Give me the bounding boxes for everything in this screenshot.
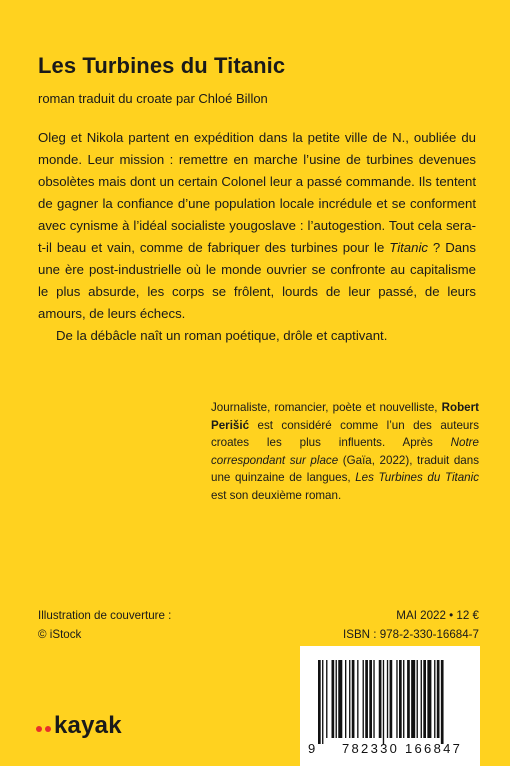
bio-intro: Journaliste, romancier, poète et nouvelliste, (211, 401, 442, 414)
barcode-bar (373, 660, 374, 738)
barcode-bar (369, 660, 372, 738)
credit-label: Illustration de couverture : (38, 609, 172, 622)
logo-dot (36, 726, 42, 732)
barcode-group-1: 782330 (342, 741, 400, 756)
book-subtitle: roman traduit du croate par Chloé Billon (38, 91, 268, 106)
credit-value: © iStock (38, 628, 82, 641)
barcode-bars (318, 660, 444, 744)
barcode-graphic (300, 646, 480, 766)
publication-info (343, 606, 479, 644)
bio-previous-info: (Gaïa, 2022), traduit dans une quinzaine de langues, (211, 453, 479, 484)
isbn: ISBN : 978-2-330-16684-7 (343, 628, 479, 641)
barcode-bar (387, 660, 388, 738)
author-name: Robert Perišić (211, 401, 479, 432)
synopsis-paragraph-2: De la débâcle naît un roman poétique, drôle et captivant. (56, 328, 388, 343)
barcode-bar (390, 660, 393, 738)
date-price: MAI 2022 • 12 € (396, 609, 479, 622)
barcode-bar (345, 660, 346, 738)
barcode-group-2: 166847 (405, 741, 463, 756)
barcode-bar (421, 660, 422, 738)
publisher-logo (36, 709, 122, 743)
synopsis (38, 127, 476, 347)
barcode-bar (417, 660, 418, 738)
barcode-bar (407, 660, 410, 738)
barcode-bar (403, 660, 404, 738)
barcode-bar (357, 660, 358, 738)
barcode (300, 646, 480, 766)
barcode-bar (332, 660, 335, 738)
publisher-name: kayak (54, 712, 122, 739)
barcode-bar (338, 660, 342, 738)
barcode-bar (396, 660, 397, 738)
synopsis-paragraph-1 (38, 127, 476, 325)
bio-previous-title: Notre correspondant sur place (211, 436, 479, 467)
barcode-bar (326, 660, 327, 738)
barcode-bar (318, 660, 321, 744)
synopsis-italic-title: Titanic (389, 240, 428, 255)
barcode-bar (349, 660, 350, 738)
logo-dot (45, 726, 51, 732)
barcode-bar (363, 660, 364, 738)
barcode-bar (365, 660, 368, 738)
bio-this-title: Les Turbines du Titanic (355, 471, 480, 484)
barcode-bar (423, 660, 426, 738)
barcode-bar (336, 660, 337, 738)
barcode-bar (427, 660, 431, 738)
bio-mid: est considéré comme l’un des auteurs croates les plus influents. Après (211, 418, 479, 449)
barcode-bar (434, 660, 435, 738)
synopsis-text-a: Oleg et Nikola partent en expédition dans la petite ville de N., oubliée du monde. Leur mission : remettre en marche l’usine de turbines devenues obsolètes mais dont un certain Colonel leur a passé commande. Ils tentent de gagner la confiance d’une population locale incrédule et se conforment avec cynisme à l’idéal socialiste yougoslave : l’autogestion. Tout cela sera-t-il beau et vain, comme de fabriquer des turbines pour le (38, 130, 476, 255)
barcode-bar (441, 660, 444, 744)
logo-dots (36, 726, 51, 732)
barcode-bar (411, 660, 415, 738)
barcode-lead-digit: 9 (308, 741, 316, 756)
author-bio (211, 399, 479, 504)
barcode-bar (399, 660, 402, 738)
barcode-bar (379, 660, 382, 738)
barcode-bar (383, 660, 384, 744)
barcode-bar (352, 660, 355, 738)
book-title: Les Turbines du Titanic (38, 53, 286, 78)
synopsis-text-b: ? Dans une ère post-industrielle où le monde ouvrier se confronte au capitalisme le plus absurde, les corps se frôlent, lourds de leur passé, de leurs amours, de leurs échecs. (38, 240, 476, 321)
barcode-bar (322, 660, 323, 744)
barcode-bar (437, 660, 440, 738)
bio-end: est son deuxième roman. (211, 488, 342, 502)
illustration-credit (38, 606, 171, 644)
